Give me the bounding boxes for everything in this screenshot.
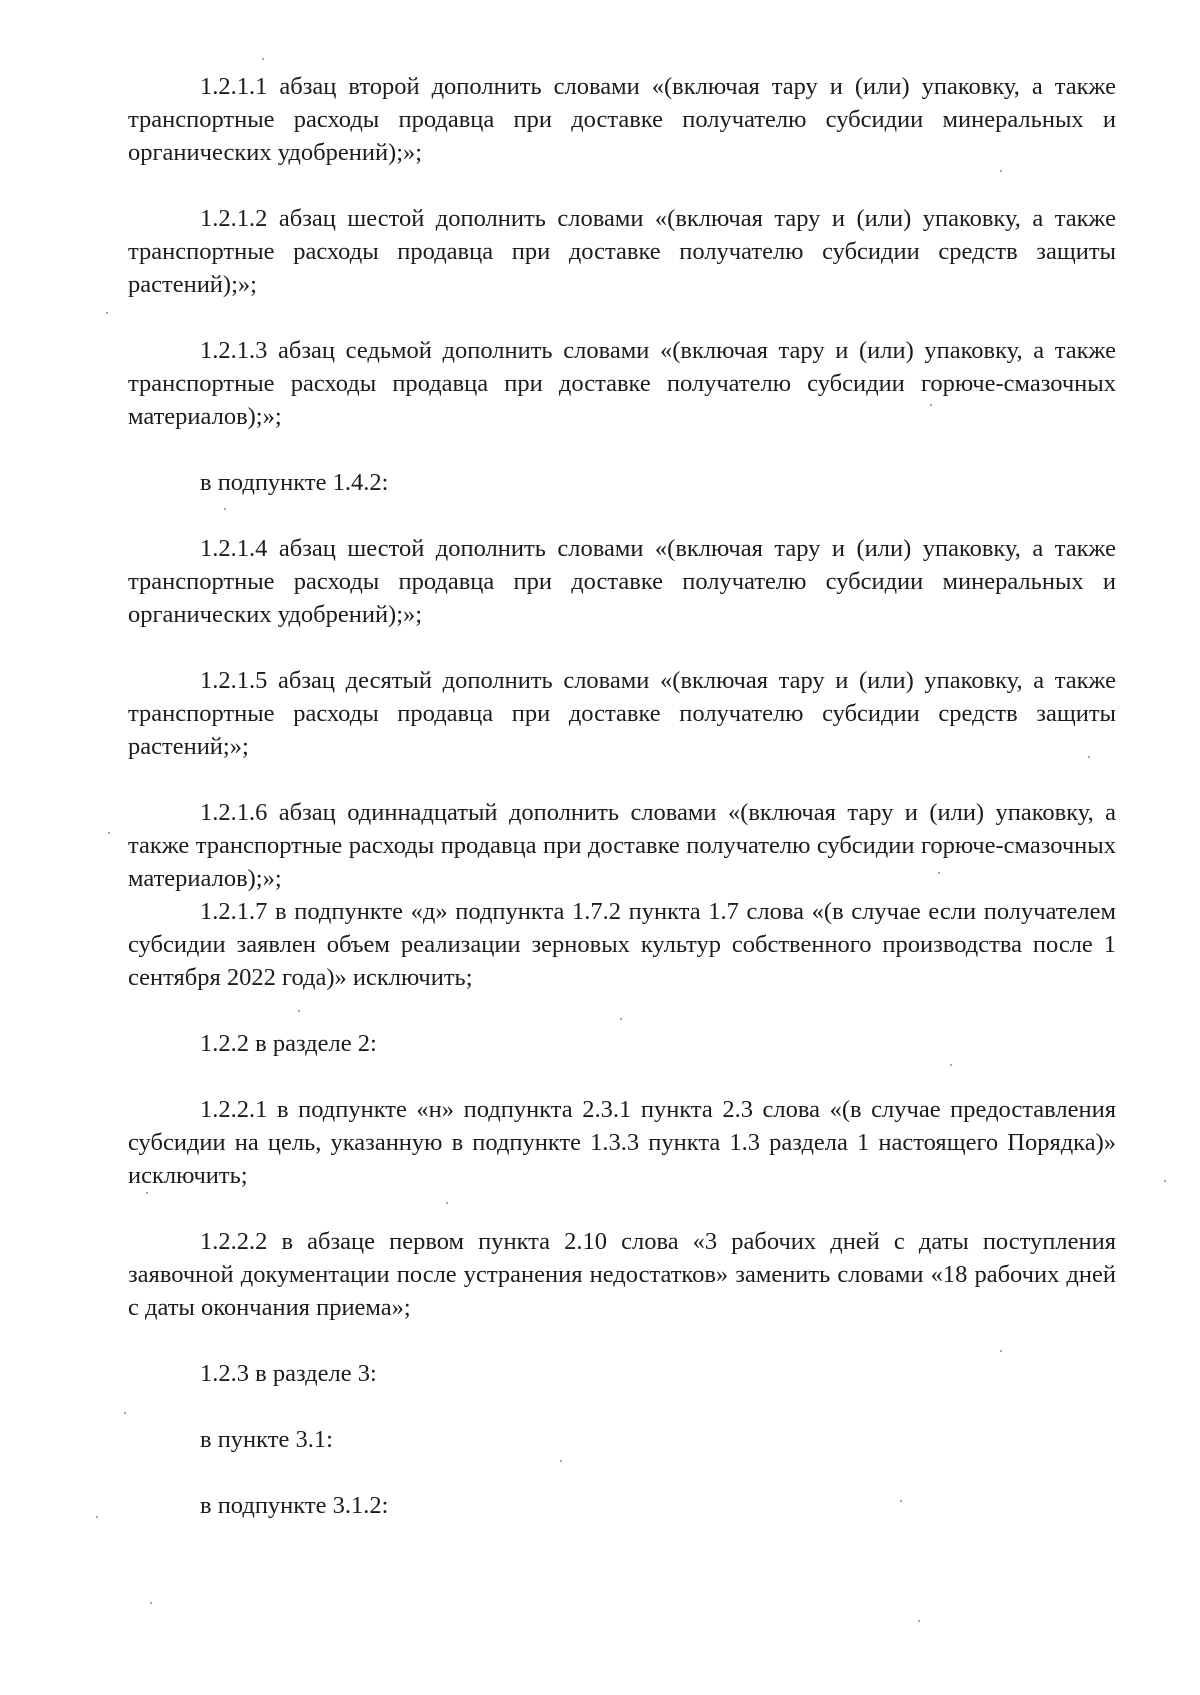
scan-speck	[938, 872, 940, 874]
paragraph-subpoint-3-1-2: в подпункте 3.1.2:	[200, 1492, 389, 1519]
scan-speck	[620, 1018, 622, 1020]
scan-speck	[150, 1602, 152, 1604]
paragraph-1-2-1-7: 1.2.1.7 в подпункте «д» подпункта 1.7.2 пункта 1.7 слова «(в случае если получателем субсидии заявлен объем реализации зерновых культур собственного производства после 1 сентября 2022 года)» исключить;	[128, 898, 1116, 991]
paragraph-subpoint-1-4-2: в подпункте 1.4.2:	[200, 469, 389, 496]
paragraph-1-2-1-6: 1.2.1.6 абзац одиннадцатый дополнить словами «(включая тару и (или) упаковку, а также транспортные расходы продавца при доставке получателю субсидии горюче-смазочных материалов);»;	[128, 799, 1116, 892]
scan-speck	[106, 312, 108, 314]
paragraph-1-2-2: 1.2.2 в разделе 2:	[200, 1030, 377, 1057]
scan-speck	[918, 1620, 920, 1622]
scan-speck	[96, 1516, 98, 1518]
paragraph-1-2-1-5: 1.2.1.5 абзац десятый дополнить словами «(включая тару и (или) упаковку, а также транспортные расходы продавца при доставке получателю субсидии средств защиты растений;»;	[128, 667, 1116, 760]
scan-speck	[560, 1460, 562, 1462]
scan-speck	[1088, 756, 1090, 758]
paragraph-1-2-3: 1.2.3 в разделе 3:	[200, 1360, 377, 1387]
scan-speck	[900, 1500, 902, 1502]
document-body	[128, 70, 1116, 1522]
paragraph-1-2-1-1: 1.2.1.1 абзац второй дополнить словами «(включая тару и (или) упаковку, а также транспортные расходы продавца при доставке получателю субсидии минеральных и органических удобрений);»;	[128, 73, 1116, 166]
scan-speck	[1000, 170, 1002, 172]
scan-speck	[262, 58, 264, 60]
paragraph-1-2-1-2: 1.2.1.2 абзац шестой дополнить словами «(включая тару и (или) упаковку, а также транспортные расходы продавца при доставке получателю субсидии средств защиты растений);»;	[128, 205, 1116, 298]
paragraph-1-2-1-4: 1.2.1.4 абзац шестой дополнить словами «(включая тару и (или) упаковку, а также транспортные расходы продавца при доставке получателю субсидии минеральных и органических удобрений);»;	[128, 535, 1116, 628]
scan-speck	[124, 1412, 126, 1414]
scan-speck	[930, 404, 932, 406]
scan-speck	[108, 832, 110, 834]
scan-speck	[1164, 1180, 1166, 1182]
scan-speck	[1000, 1350, 1002, 1352]
scan-speck	[298, 1010, 300, 1012]
scan-speck	[146, 1192, 148, 1194]
paragraph-1-2-2-2: 1.2.2.2 в абзаце первом пункта 2.10 слова «3 рабочих дней с даты поступления заявочной документации после устранения недостатков» заменить словами «18 рабочих дней с даты окончания приема»;	[128, 1228, 1116, 1321]
scan-speck	[224, 508, 226, 510]
scan-speck	[950, 1064, 952, 1066]
paragraph-point-3-1: в пункте 3.1:	[200, 1426, 333, 1453]
scan-speck	[446, 1202, 448, 1204]
paragraph-1-2-1-3: 1.2.1.3 абзац седьмой дополнить словами «(включая тару и (или) упаковку, а также транспортные расходы продавца при доставке получателю субсидии горюче-смазочных материалов);»;	[128, 337, 1116, 430]
paragraph-1-2-2-1: 1.2.2.1 в подпункте «н» подпункта 2.3.1 пункта 2.3 слова «(в случае предоставления субсидии на цель, указанную в подпункте 1.3.3 пункта 1.3 раздела 1 настоящего Порядка)» исключить;	[128, 1096, 1116, 1189]
